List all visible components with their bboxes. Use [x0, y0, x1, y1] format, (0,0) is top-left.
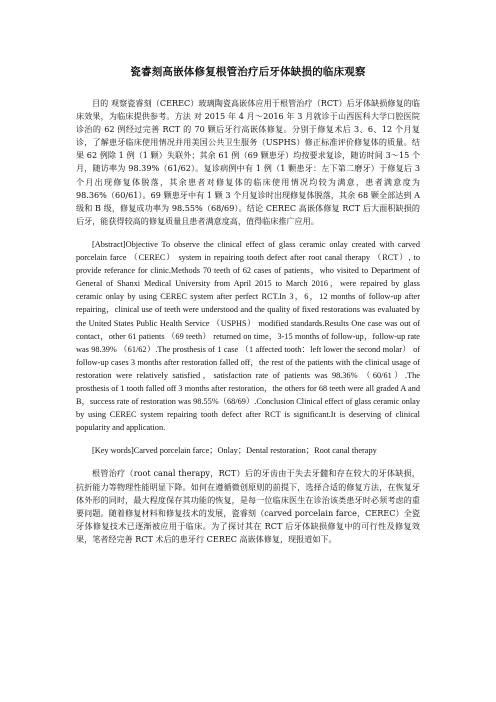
paper-title: 瓷睿刻高嵌体修复根管治疗后牙体缺损的临床观察 [130, 66, 366, 78]
english-abstract: [Abstract]Objective To observe the clinical effect of glass ceramic onlay created with carved porcelain farce （CEREC） system in repairing tooth defect after root canal therapy （RCT）, to provide referance for clinic.Methods 70 teeth of 62 cases of patients，who visited to Department of General of Shanxi Medical University from April 2015 to March 2016，were repaired by glass ceramic onlay by using CEREC system after perfect RCT.In 3，6，12 months of follow-up after repairing，clinical use of teeth were understood and the quality of fixed restorations was evaluated by the United States Public Health Service （USPHS） modified standards.Results One case was out of contact，other 61 patients （69 teeth） returned on time，3-15 months of follow-up，follow-up rate was 98.39% （61/62）.The prosthesis of 1 case （1 affected tooth：left lower the second molar） of follow-up cases 3 months after restoration falled off，the rest of the patients with the clinical usage of restoration were relatively satisfied，satisfaction rate of patients was 98.36% （60/61）.The prosthesis of 1 tooth falled off 3 months after restoration，the others for 68 teeth were all graded A and B，success rate of restoration was 98.55%（68/69）.Conclusion Clinical effect of glass ceramic onlay by using CEREC system repairing tooth defect after RCT is significant.It is deserving of clinical popularity and application. [76, 239, 420, 433]
body-introduction: 根管治疗（root canal therapy，RCT）后的牙齿由于失去牙髓和存在较大的牙体缺损，抗折能力等物理性能明显下降。如何在遵循微创原则的前提下，选择合适的修复方法，在恢复牙体外形的同时，最大程度保存其功能的恢复，是每一位临床医生在诊治该类患牙时必须考虑的重要问题。随着修复材料和修复技术的发展，瓷睿刻（carved porcelain farce，CEREC）全瓷牙体修复技术已逐渐被应用于临床。为了探讨其在 RCT 后牙体缺损修复中的可行性及修复效果，笔者经完善 RCT 术后的患牙行 CEREC 高嵌体修复，现报道如下。 [76, 468, 420, 544]
chinese-abstract: 目的 观察瓷睿刻（CEREC）玻璃陶瓷高嵌体应用于根管治疗（RCT）后牙体缺损修复的临床效果，为临床提供参考。方法 对 2015 年 4 月～2016 年 3 月就诊于山西医科大学口腔医院诊治的 62 例经过完善 RCT 的 70 颗后牙行高嵌体修复。分别于修复术后 3、6、12 个月复诊，了解患牙临床使用情况并用美国公共卫生服务（USPHS）修正标准评价修复体的质量。结果 62 例除 1 例（1 颗）失联外；其余 61 例（69 颗患牙）均按要求复诊，随访时间 3～15 个月，随访率为 98.39%（61/62）。复诊病例中有 1 例（1 颗患牙：左下第二磨牙）于修复后 3 个月出现修复体脱落，其余患者对修复体的临床使用情况均较为满意，患者满意度为 98.36%（60/61）。69 颗患牙中有 1 颗 3 个月复诊时出现修复体脱落，其余 68 颗全部达到 A 级和 B 级，修复成功率为 98.55%（68/69）。结论 CEREC 高嵌体修复 RCT 后大面积缺损的后牙，能获得较高的修复质量且患者满意度高，值得临床推广应用。 [76, 98, 420, 226]
english-keywords: [Key words]Carved porcelain farce；Onlay；Dental restoration；Root canal therapy [92, 446, 377, 456]
